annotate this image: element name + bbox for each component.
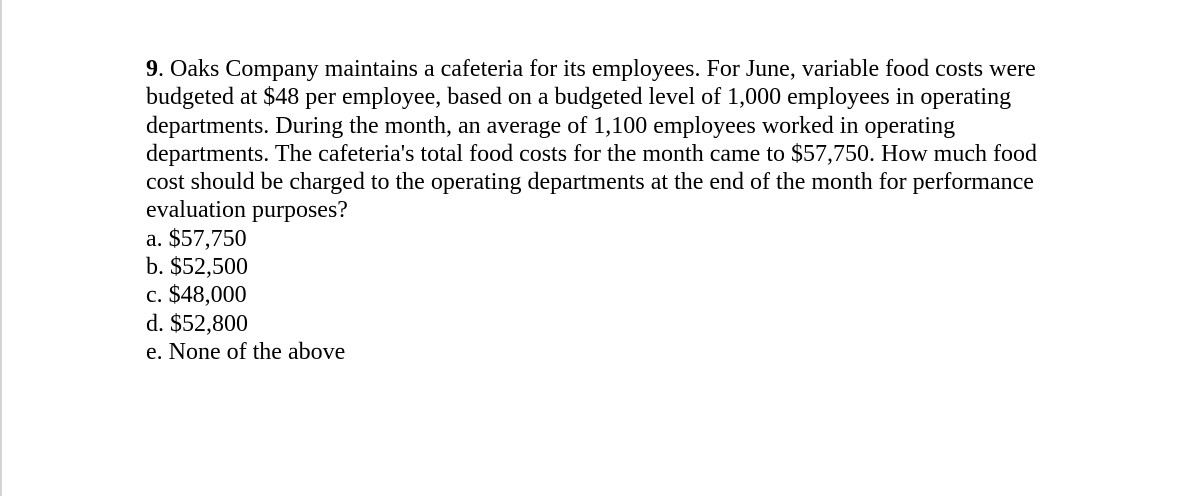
question-line-2: budgeted at $48 per employee, based on a budgeted level of 1,000 employees in operating — [146, 84, 1012, 111]
question-line-3: departments. During the month, an average of 1,100 employees worked in operating — [146, 112, 956, 139]
question-line-4: departments. The cafeteria's total food costs for the month came to $57,750. How much food — [146, 140, 1037, 167]
option-a: a. $57,750 — [146, 225, 247, 252]
question-stem — [146, 55, 1146, 225]
question-number: 9 — [146, 56, 158, 82]
question-line-6: evaluation purposes? — [146, 197, 348, 224]
option-e: e. None of the above — [146, 338, 346, 365]
question-line-5: cost should be charged to the operating departments at the end of the month for performance — [146, 169, 1034, 196]
option-d: d. $52,800 — [146, 310, 248, 337]
option-c: c. $48,000 — [146, 282, 247, 309]
option-b: b. $52,500 — [146, 254, 248, 281]
question-block — [146, 55, 1146, 366]
page-left-border — [0, 0, 2, 496]
question-line-text: . Oaks Company maintains a cafeteria for its employees. For June, variable food costs were — [158, 56, 1036, 82]
question-line-1 — [146, 55, 1146, 83]
answer-options — [146, 225, 1146, 366]
